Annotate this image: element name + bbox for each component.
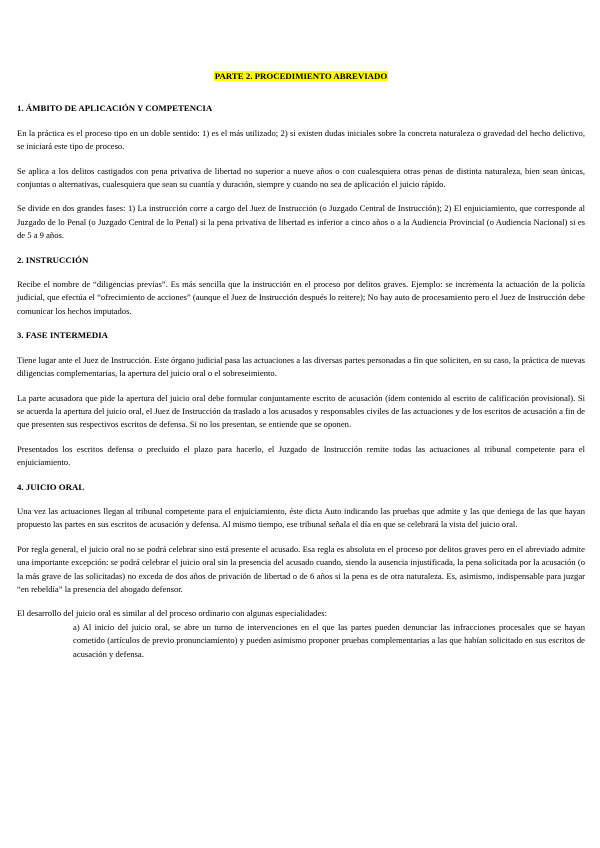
- paragraph: El desarrollo del juicio oral es similar al del proceso ordinario con algunas especialidades:: [17, 608, 327, 619]
- paragraph: Tiene lugar ante el Juez de Instrucción. Este órgano judicial pasa las actuaciones a las diversas partes personadas a fin que soliciten, en su caso, la práctica de nuevas diligencias complementarias, la apertura del juicio oral o el sobreseimiento.: [17, 354, 585, 379]
- paragraph: Se divide en dos grandes fases: 1) La instrucción corre a cargo del Juez de Instrucción (o Juzgado Central de Instrucción); 2) El enjuiciamiento, que corresponde al Juzgado de lo Penal (o Juzgado Central de lo Penal) si la pena privativa de libertad es inferior a cinco años o a la Audiencia Provincial (o Audiencia Nacional) si es de 5 a 9 años.: [17, 203, 585, 241]
- paragraph: Recibe el nombre de “diligencias previas”. Es más sencilla que la instrucción en el proceso por delitos graves. Ejemplo: se incrementa la actuación de la policía judicial, que efectúa el “ofrecimiento de acciones” (aunque el Juez de Instrucción después lo reitere); No hay auto de procesamiento pero el Juez de Instrucción debe comunicar los hechos imputados.: [17, 279, 585, 316]
- section-heading-instruccion: 2. INSTRUCCIÓN: [17, 254, 89, 265]
- title-wrap: [17, 70, 585, 83]
- paragraph: Se aplica a los delitos castigados con pena privativa de libertad no superior a nueve años o con cualesquiera otras penas de distinta naturaleza, bien sean únicas, conjuntas o alternativas, cualesquiera que sean su cuantía y duración, siempre y cuando no sea de aplicación el juicio rápido.: [17, 165, 585, 190]
- paragraph: Una vez las actuaciones llegan al tribunal competente para el enjuiciamiento, éste dicta Auto indicando las pruebas que admite y las que deniega de las que hayan propuesto las partes en sus escritos de acusación y defensa. Al mismo tiempo, ese tribunal señala el día en que se celebrará la vista del juicio oral.: [17, 505, 585, 530]
- list-item: a) Al inicio del juicio oral, se abre un turno de intervenciones en el que las partes pueden denunciar las infracciones procesales que se hayan cometido (artículos de previo pronunciamiento) y pueden asimismo proponer pruebas complementarias a las que habían solicitado en sus escritos de acusación y defensa.: [73, 621, 585, 659]
- section-heading-juicio-oral: 4. JUICIO ORAL: [17, 481, 85, 492]
- document-title: PARTE 2. PROCEDIMIENTO ABREVIADO: [214, 71, 388, 81]
- paragraph: En la práctica es el proceso tipo en un doble sentido: 1) es el más utilizado; 2) si existen dudas iniciales sobre la concreta naturaleza o gravedad del hecho delictivo, se iniciará este tipo de proceso.: [17, 127, 585, 152]
- specialties-list: [73, 621, 585, 661]
- section-heading-fase-intermedia: 3. FASE INTERMEDIA: [17, 330, 108, 341]
- paragraph: Por regla general, el juicio oral no se podrá celebrar sino está presente el acusado. Esa regla es absoluta en el proceso por delitos graves pero en el abreviado admite una importante excepción: se podrá celebrar el juicio oral sin la presencia del acusado cuando, siendo la ausencia injustificada, la pena solicitada por la acusación (o la más grave de las solicitadas) no exceda de dos años de privación de libertad o de 6 años si la pena es de otra naturaleza. Es, asimismo, indispensable para juzgar “en rebeldía” la presencia del abogado defensor.: [17, 543, 585, 594]
- document-page: [17, 70, 585, 661]
- section-heading-ambito: 1. ÁMBITO DE APLICACIÓN Y COMPETENCIA: [17, 103, 213, 114]
- paragraph: La parte acusadora que pide la apertura del juicio oral debe formular conjuntamente escrito de acusación (ídem contenido al escrito de calificación provisional). Si se acuerda la apertura del juicio oral, el Juez de Instrucción da traslado a los acusados y responsables civiles de las actuaciones y de los escritos de acusación a fin de que presenten sus respectivos escritos de defensa. Si no los presentan, se entiende que se oponen.: [17, 392, 585, 430]
- paragraph: Presentados los escritos defensa o precluido el plazo para hacerlo, el Juzgado de Instrucción remite todas las actuaciones al tribunal competente para el enjuiciamiento.: [17, 443, 585, 468]
